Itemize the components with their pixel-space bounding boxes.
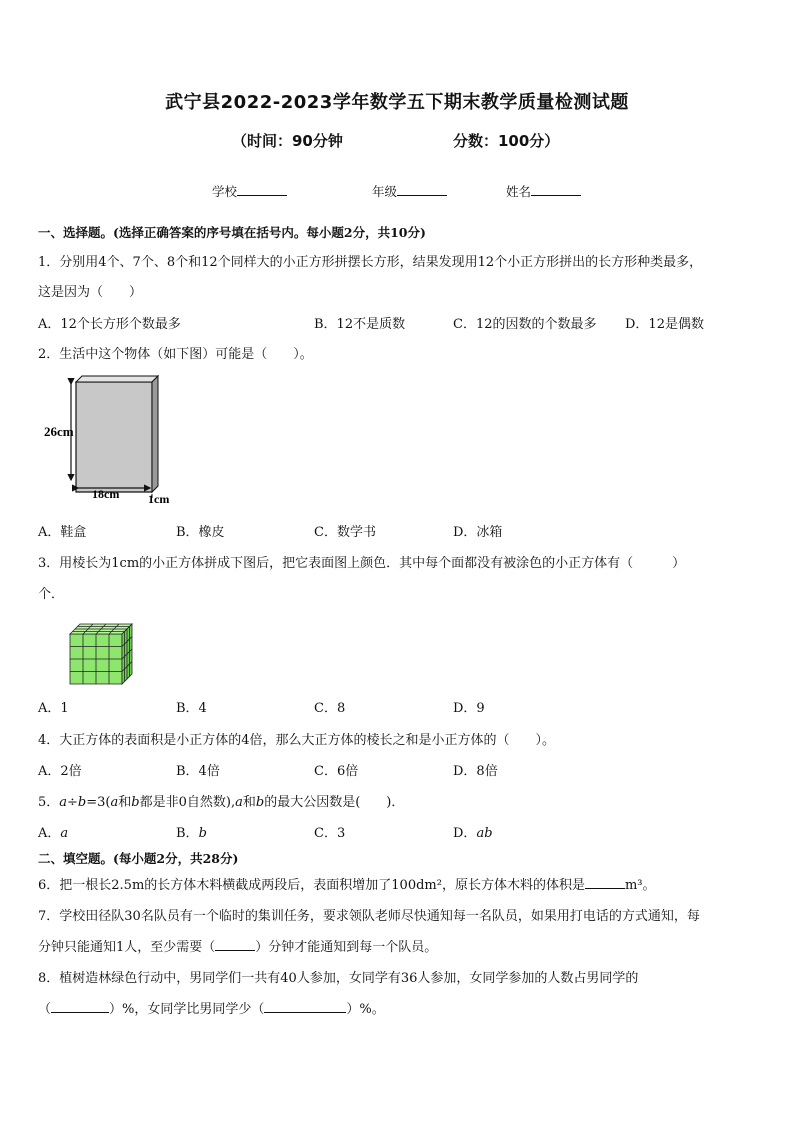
q8-blank-1 [51, 1000, 109, 1013]
height-label: 26cm [44, 424, 74, 439]
q2-option-d: D．冰箱 [453, 525, 503, 540]
book-top-face [76, 376, 158, 382]
q1-line1: 1．分别用4个、7个、8个和12个同样大的小正方形拼摆长方形，结果发现用12个小正方形拼出的长方形种类最多， [38, 255, 703, 270]
school-blank [237, 183, 287, 196]
q8-blank-2 [264, 1000, 346, 1013]
q3-line2: 个． [38, 587, 65, 602]
cube-figure [66, 620, 140, 688]
q4-option-a: A．2倍 [38, 764, 82, 779]
q5-option-a: A．a [38, 826, 69, 841]
q4-text: 4．大正方体的表面积是小正方体的4倍，那么大正方体的棱长之和是小正方体的（ ）。 [38, 733, 556, 748]
name-blank [531, 183, 581, 196]
q4-option-c: C．6倍 [314, 764, 359, 779]
q5-option-c: C．3 [314, 826, 346, 841]
q7-line2: 分钟只能通知1人，至少需要（ ）分钟才能通知到每一个队员。 [38, 940, 438, 955]
q1-line2: 这是因为（ ） [38, 285, 143, 300]
q8-line1: 8．植树造林绿色行动中，男同学们一共有40人参加，女同学有36人参加，女同学参加的人数占男同学的 [38, 971, 639, 986]
q1-option-b: B．12不是质数 [314, 317, 406, 332]
name-field [506, 182, 581, 200]
q5-option-d: D．ab [453, 826, 493, 841]
q1-option-a: A．12个长方形个数最多 [38, 317, 181, 332]
name-label: 姓名 [506, 184, 532, 199]
width-label: 18cm [92, 487, 120, 501]
q5-text: 5．a÷b=3(a和b都是非0自然数),a和b的最大公因数是( )． [38, 795, 405, 810]
q2-option-a: A．鞋盒 [38, 525, 87, 540]
q3-line1: 3．用棱长为1cm的小正方体拼成下图后，把它表面图上颜色．其中每个面都没有被涂色的小正方体有（ ） [38, 556, 686, 571]
q3-option-a: A．1 [38, 701, 69, 716]
q2-option-b: B．橡皮 [176, 525, 225, 540]
q1-option-d: D．12是偶数 [625, 317, 704, 332]
depth-label: 1cm [148, 492, 170, 506]
school-field [212, 182, 287, 200]
q7-line1: 7．学校田径队30名队员有一个临时的集训任务，要求领队老师尽快通知每一名队员，如果用打电话的方式通知，每 [38, 909, 700, 924]
q3-option-b: B．4 [176, 701, 207, 716]
grade-label: 年级 [372, 184, 398, 199]
q5-option-b: B．b [176, 826, 207, 841]
book-figure [40, 372, 180, 508]
grade-blank [397, 183, 447, 196]
q4-option-b: B．4倍 [176, 764, 220, 779]
q7-blank [215, 938, 255, 951]
q2-option-c: C．数学书 [314, 525, 376, 540]
q6-text: 6．把一根长2.5m的长方体木料横截成两段后，表面积增加了100dm²，原长方体木料的体积是 m³。 [38, 878, 656, 893]
q3-option-d: D．9 [453, 701, 485, 716]
grade-field [372, 182, 447, 200]
exam-title: 武宁县2022-2023学年数学五下期末教学质量检测试题 [165, 92, 629, 113]
q3-option-c: C．8 [314, 701, 346, 716]
exam-score: 分数：100分） [453, 132, 560, 150]
school-label: 学校 [212, 184, 238, 199]
section2-heading: 二、填空题。(每小题2分，共28分) [38, 851, 239, 866]
exam-time: （时间：90分钟 [232, 132, 343, 150]
q2-text: 2．生活中这个物体（如下图）可能是（ ）。 [38, 347, 313, 362]
q8-line2: （ ）%，女同学比男同学少（ ）%。 [38, 1002, 385, 1017]
book-side-face [152, 376, 158, 492]
book-front-face [76, 382, 152, 492]
section1-heading: 一、选择题。(选择正确答案的序号填在括号内。每小题2分，共10分) [38, 225, 426, 240]
q1-option-c: C．12的因数的个数最多 [453, 317, 597, 332]
q6-blank [585, 876, 625, 889]
q4-option-d: D．8倍 [453, 764, 498, 779]
